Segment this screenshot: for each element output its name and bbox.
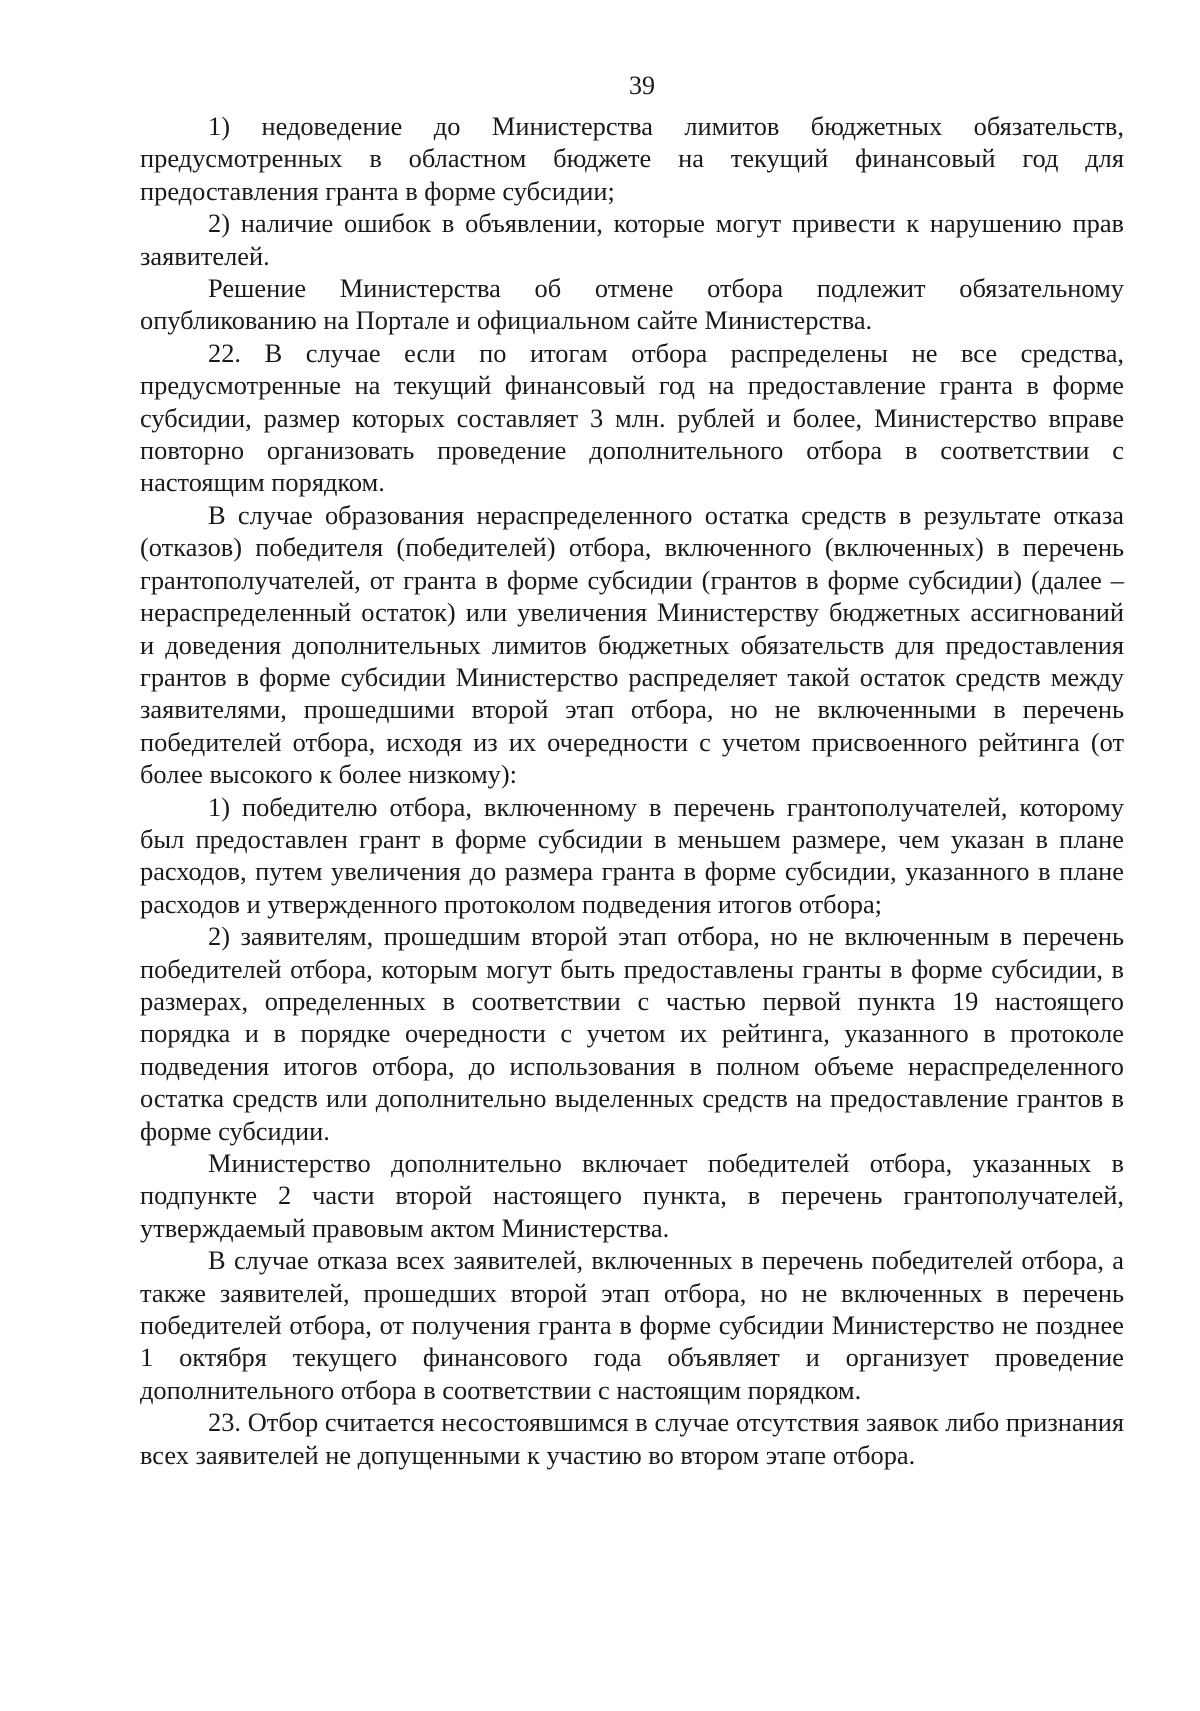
paragraph-5: В случае образования нераспределенного остатка средств в результате отказа (отказов) победителя (победителей) отбора, включенного (включенных) в перечень грантополучателей, от гранта в форме субсидии (грантов в форме субсидии) (далее – нераспределенный остаток) или увеличения Министерству бюджетных ассигнований и доведения дополнительных лимитов бюджетных обязательств для предоставления грантов в форме субсидии Министерство распределяет такой остаток средств между заявителями, прошедшими второй этап отбора, но не включенными в перечень победителей отбора, исходя из их очередности с учетом присвоенного рейтинга (от более высокого к более низкому): — [140, 499, 1124, 790]
paragraph-6: 1) победителю отбора, включенному в перечень грантополучателей, которому был предоставлен грант в форме субсидии в меньшем размере, чем указан в плане расходов, путем увеличения до размера гранта в форме субсидии, указанного в плане расходов и утвержденного протоколом подведения итогов отбора; — [140, 791, 1124, 919]
paragraph-7: 2) заявителям, прошедшим второй этап отбора, но не включенным в перечень победителей отбора, которым могут быть предоставлены гранты в форме субсидии, в размерах, определенных в соответствии с частью первой пункта 19 настоящего порядка и в порядке очередности с учетом их рейтинга, указанного в протоколе подведения итогов отбора, до использования в полном объеме нераспределенного остатка средств или дополнительно выделенных средств на предоставление грантов в форме субсидии. — [140, 921, 1124, 1146]
paragraph-10: 23. Отбор считается несостоявшимся в случае отсутствия заявок либо признания всех заявителей не допущенными к участию во втором этапе отбора. — [140, 1407, 1124, 1470]
paragraph-4: 22. В случае если по итогам отбора распределены не все средства, предусмотренные на текущий финансовый год на предоставление гранта в форме субсидии, размер которых составляет 3 млн. рублей и более, Министерство вправе повторно организовать проведение дополнительного отбора в соответствии с настоящим порядком. — [140, 337, 1124, 498]
paragraph-1: 1) недоведение до Министерства лимитов бюджетных обязательств, предусмотренных в областном бюджете на текущий финансовый год для предоставления гранта в форме субсидии; — [140, 111, 1124, 206]
page-number: 39 — [629, 71, 655, 100]
paragraph-9: В случае отказа всех заявителей, включенных в перечень победителей отбора, а также заявителей, прошедших второй этап отбора, но не включенных в перечень победителей отбора, от получения гранта в форме субсидии Министерство не позднее 1 октября текущего финансового года объявляет и организует проведение дополнительного отбора в соответствии с настоящим порядком. — [140, 1245, 1124, 1405]
document-page — [140, 70, 1124, 1471]
paragraph-2: 2) наличие ошибок в объявлении, которые могут привести к нарушению прав заявителей. — [140, 208, 1124, 271]
paragraph-8: Министерство дополнительно включает победителей отбора, указанных в подпункте 2 части второй настоящего пункта, в перечень грантополучателей, утверждаемый правовым актом Министерства. — [140, 1148, 1124, 1243]
paragraph-3: Решение Министерства об отмене отбора подлежит обязательному опубликованию на Портале и официальном сайте Министерства. — [140, 273, 1124, 336]
